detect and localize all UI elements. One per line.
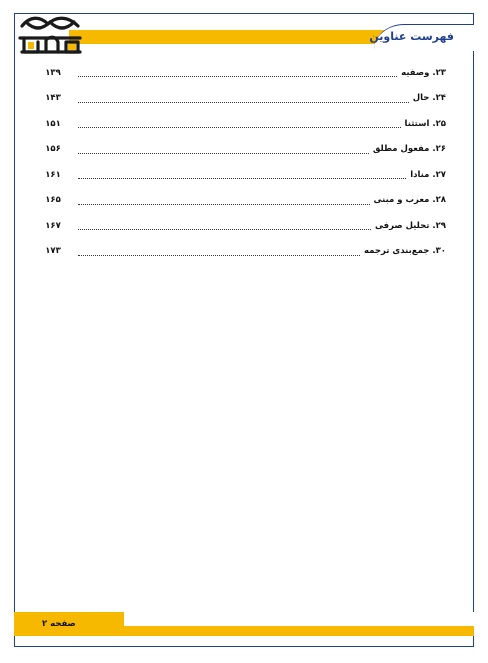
toc-leader-dots: [78, 126, 401, 128]
toc-row[interactable]: [44, 60, 446, 86]
toc-entry-title: ۲۴. حال: [412, 93, 446, 104]
toc-row[interactable]: [44, 111, 446, 137]
toc-page-number: ۱۵۱: [45, 118, 61, 129]
toc-page-number: ۱۷۳: [45, 246, 61, 257]
toc-row[interactable]: [44, 162, 446, 188]
toc-leader-dots: [78, 75, 397, 77]
page-title: فهرست عناوین: [369, 30, 454, 43]
toc-page-number: ۱۴۳: [45, 93, 61, 104]
toc-page-number: ۱۶۱: [45, 169, 61, 180]
toc-page-number: ۱۵۶: [45, 144, 61, 155]
toc-leader-dots: [78, 203, 370, 205]
toc-leader-dots: [78, 101, 409, 103]
toc-leader-dots: [78, 254, 360, 256]
toc-entry-title: ۲۸. معرب و مبنی: [373, 195, 446, 206]
toc-entry-title: ۲۷. منادا: [410, 169, 446, 180]
toc-entry-title: ۲۶. مفعول مطلق: [372, 144, 446, 155]
toc-row[interactable]: [44, 86, 446, 112]
toc-entry-title: ۲۳. وصفیه: [401, 67, 446, 78]
toc-page-number: ۱۳۹: [45, 67, 61, 78]
toc-page-number: ۱۶۷: [45, 220, 61, 231]
toc-leader-dots: [78, 177, 406, 179]
toc-row[interactable]: [44, 213, 446, 239]
toc-row[interactable]: [44, 239, 446, 265]
toc-page-number: ۱۶۵: [45, 195, 61, 206]
toc-entry-title: ۲۵. استثنا: [404, 118, 446, 129]
toc-entry-title: ۲۹. تحلیل صرفی: [374, 220, 446, 231]
footer-band: [14, 612, 474, 642]
table-of-contents: [44, 60, 446, 264]
toc-leader-dots: [78, 152, 369, 154]
toc-entry-title: ۳۰. جمع‌بندی ترجمه: [364, 246, 446, 257]
toc-row[interactable]: [44, 188, 446, 214]
toc-leader-dots: [78, 228, 371, 230]
footer-page-number: صفحه ۲: [42, 619, 76, 629]
toc-row[interactable]: [44, 137, 446, 163]
calligraphy-logo-icon: [16, 12, 84, 56]
footer-curve: [124, 612, 474, 626]
